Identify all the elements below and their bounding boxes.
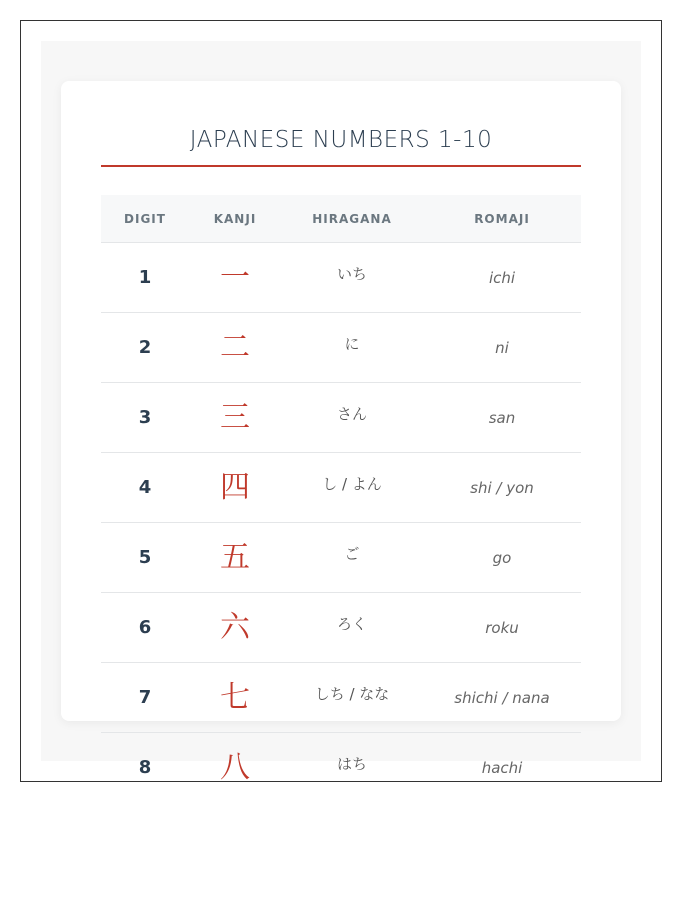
romaji-cell — [423, 453, 581, 523]
romaji-value: san — [488, 409, 516, 427]
kanji-cell — [189, 523, 281, 593]
title-block — [101, 121, 581, 167]
table-row — [101, 733, 581, 783]
romaji-cell — [423, 663, 581, 733]
hiragana-cell — [281, 523, 423, 593]
header-romaji: ROMAJI — [423, 195, 581, 243]
hiragana-value: さん — [336, 405, 367, 423]
romaji-value: shi / yon — [470, 479, 534, 497]
digit-cell — [101, 243, 189, 313]
romaji-cell — [423, 733, 581, 783]
romaji-cell — [423, 523, 581, 593]
header-hiragana: HIRAGANA — [281, 195, 423, 243]
romaji-value: ni — [495, 339, 509, 357]
digit-value: 6 — [138, 617, 152, 638]
kanji-value: 五 — [220, 539, 250, 575]
numbers-table — [101, 195, 581, 782]
digit-value: 3 — [138, 407, 152, 428]
table-row — [101, 383, 581, 453]
hiragana-cell — [281, 313, 423, 383]
romaji-value: shichi / nana — [454, 689, 550, 707]
table-row — [101, 663, 581, 733]
digit-value: 2 — [138, 337, 152, 358]
kanji-value: 八 — [220, 749, 250, 782]
hiragana-value: に — [344, 335, 360, 353]
kanji-value: 一 — [220, 259, 250, 295]
kanji-value: 七 — [220, 679, 250, 715]
kanji-cell — [189, 453, 281, 523]
page-viewport — [20, 20, 662, 782]
romaji-value: ichi — [488, 269, 516, 287]
romaji-cell — [423, 243, 581, 313]
header-digit: DIGIT — [101, 195, 189, 243]
digit-cell — [101, 733, 189, 783]
romaji-value: hachi — [481, 759, 523, 777]
table-row — [101, 243, 581, 313]
digit-cell — [101, 313, 189, 383]
hiragana-value: ろく — [336, 615, 367, 633]
kanji-cell — [189, 383, 281, 453]
hiragana-value: しち / なな — [314, 685, 390, 703]
hiragana-cell — [281, 733, 423, 783]
hiragana-cell — [281, 593, 423, 663]
digit-cell — [101, 453, 189, 523]
kanji-value: 六 — [220, 609, 250, 645]
hiragana-cell — [281, 453, 423, 523]
digit-cell — [101, 523, 189, 593]
page-title: JAPANESE NUMBERS 1-10 — [189, 127, 493, 153]
hiragana-value: ご — [344, 545, 360, 563]
hiragana-cell — [281, 663, 423, 733]
digit-cell — [101, 383, 189, 453]
digit-value: 8 — [138, 757, 152, 778]
hiragana-value: いち — [336, 265, 367, 283]
digit-cell — [101, 663, 189, 733]
kanji-value: 三 — [220, 399, 250, 435]
kanji-cell — [189, 663, 281, 733]
romaji-cell — [423, 313, 581, 383]
digit-value: 4 — [138, 477, 152, 498]
table-row — [101, 453, 581, 523]
hiragana-cell — [281, 383, 423, 453]
table-row — [101, 523, 581, 593]
romaji-cell — [423, 593, 581, 663]
header-kanji: KANJI — [189, 195, 281, 243]
romaji-cell — [423, 383, 581, 453]
digit-value: 7 — [138, 687, 152, 708]
kanji-cell — [189, 593, 281, 663]
digit-value: 5 — [138, 547, 152, 568]
digit-value: 1 — [138, 267, 152, 288]
hiragana-cell — [281, 243, 423, 313]
romaji-value: go — [492, 549, 512, 567]
kanji-cell — [189, 733, 281, 783]
romaji-value: roku — [485, 619, 519, 637]
digit-cell — [101, 593, 189, 663]
kanji-value: 四 — [220, 469, 250, 505]
kanji-cell — [189, 313, 281, 383]
table-row — [101, 593, 581, 663]
hiragana-value: はち — [336, 755, 367, 773]
hiragana-value: し / よん — [322, 475, 382, 493]
table-body — [101, 243, 581, 783]
table-row — [101, 313, 581, 383]
kanji-value: 二 — [220, 329, 250, 365]
header-row — [101, 195, 581, 243]
table-header — [101, 195, 581, 243]
kanji-cell — [189, 243, 281, 313]
